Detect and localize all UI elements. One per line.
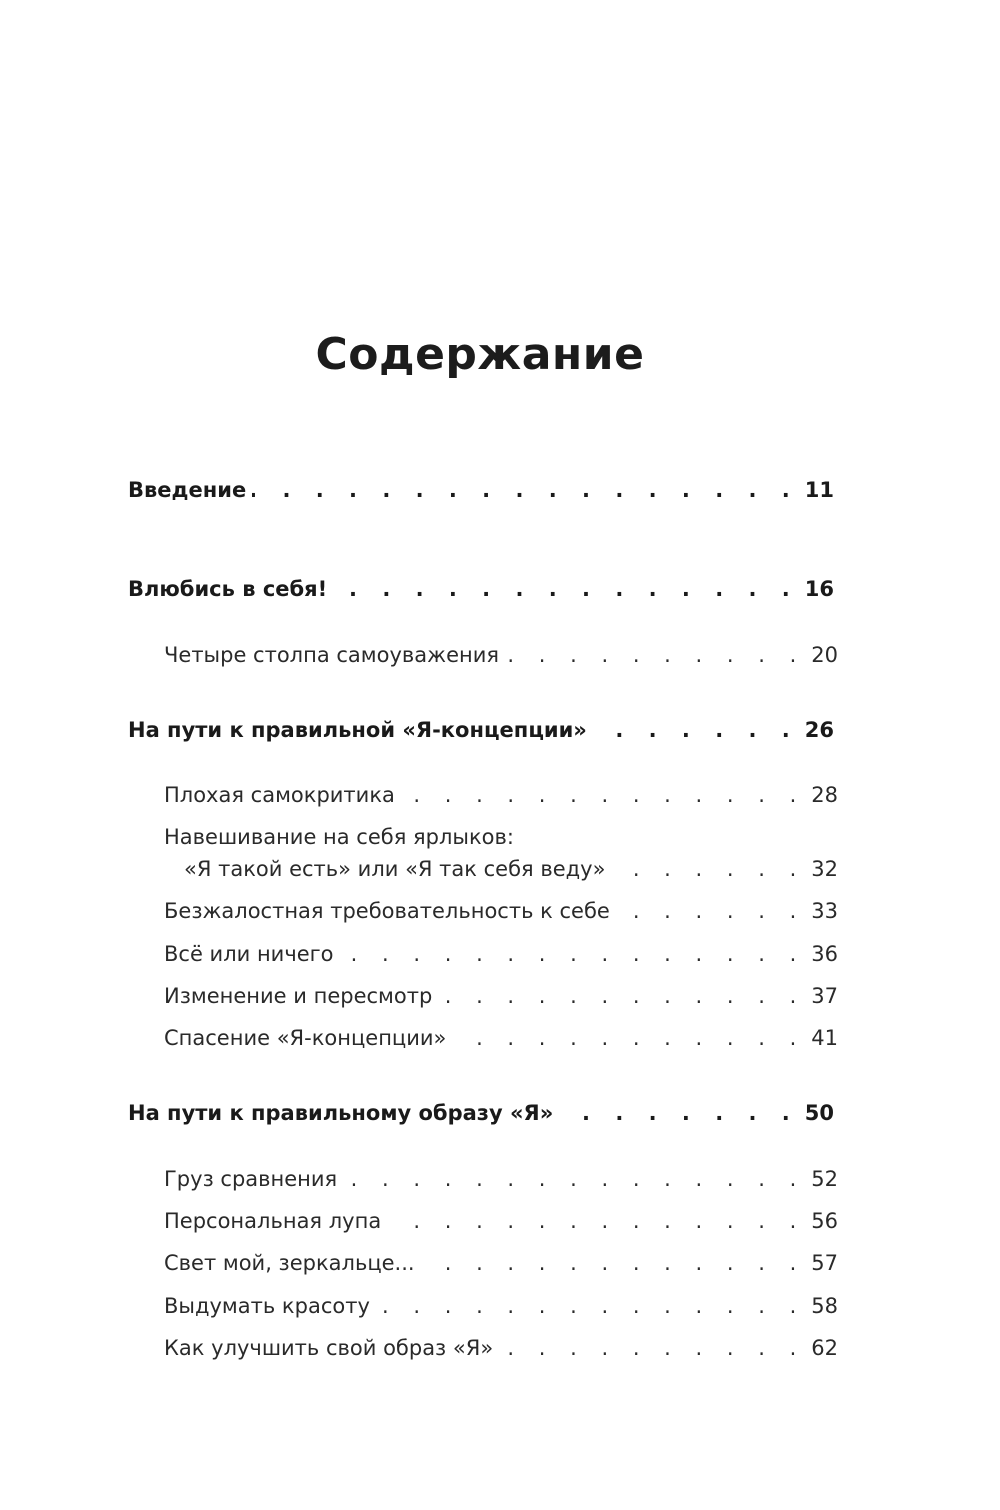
toc-entry-title-line1[interactable]: Навешивание на себя ярлыков: — [164, 825, 514, 849]
toc-page-number: 50 — [804, 1101, 834, 1125]
toc-entry-section[interactable] — [164, 942, 838, 966]
toc-entry-title: Введение — [128, 478, 247, 502]
toc-entry-title: Как улучшить свой образ «Я» — [164, 1336, 494, 1360]
toc-page-number: 32 — [811, 857, 838, 881]
toc-page-number: 56 — [811, 1209, 838, 1233]
toc-entry-section[interactable] — [164, 899, 838, 923]
page-title: Содержание — [315, 329, 645, 381]
dot-leader — [252, 478, 799, 502]
toc-entry-title: Выдумать красоту — [164, 1294, 370, 1318]
dot-leader — [505, 643, 805, 667]
toc-entry-section[interactable] — [164, 1336, 838, 1360]
toc-entry-title: Персональная лупа — [164, 1209, 382, 1233]
toc-entry-chapter[interactable] — [128, 1101, 834, 1125]
toc-page-number: 36 — [811, 942, 838, 966]
dot-leader — [593, 718, 799, 742]
toc-entry-section[interactable] — [164, 984, 838, 1008]
dot-leader — [376, 1294, 805, 1318]
toc-entry-title: Изменение и пересмотр — [164, 984, 433, 1008]
dot-leader — [452, 1026, 805, 1050]
toc-page-number: 57 — [811, 1251, 838, 1275]
toc-entry-title: Свет мой, зеркальце... — [164, 1251, 415, 1275]
toc-page-number: 37 — [811, 984, 838, 1008]
toc-entry-title: На пути к правильной «Я-концепции» — [128, 718, 587, 742]
toc-entry-title: На пути к правильному образу «Я» — [128, 1101, 554, 1125]
toc-entry-title: Четыре столпа самоуважения — [164, 643, 500, 667]
toc-entry-section[interactable] — [184, 857, 838, 881]
dot-leader — [401, 783, 805, 807]
toc-page-number: 58 — [811, 1294, 838, 1318]
toc-page-number: 52 — [811, 1167, 838, 1191]
toc-entry-title: Плохая самокритика — [164, 783, 395, 807]
dot-leader — [340, 942, 806, 966]
toc-page-number: 26 — [804, 718, 834, 742]
toc-page-number: 11 — [804, 478, 834, 502]
dot-leader — [421, 1251, 806, 1275]
toc-entry-title-line2: «Я такой есть» или «Я так себя веду» — [184, 857, 606, 881]
toc-entry-section[interactable] — [164, 1167, 838, 1191]
toc-entry-section[interactable] — [164, 1251, 838, 1275]
toc-page-number: 62 — [811, 1336, 838, 1360]
toc-page-number: 28 — [811, 783, 838, 807]
toc-page-number: 20 — [811, 643, 838, 667]
toc-entry-title: Груз сравнения — [164, 1167, 338, 1191]
toc-entry-chapter[interactable] — [128, 718, 834, 742]
toc-entry-section[interactable] — [164, 1026, 838, 1050]
toc-entry-section[interactable] — [164, 643, 838, 667]
dot-leader — [387, 1209, 805, 1233]
toc-entry-title: Всё или ничего — [164, 942, 334, 966]
dot-leader — [333, 577, 799, 601]
toc-page-number: 33 — [811, 899, 838, 923]
dot-leader — [343, 1167, 805, 1191]
dot-leader — [616, 899, 805, 923]
dot-leader — [438, 984, 805, 1008]
toc-entry-section[interactable] — [164, 1294, 838, 1318]
dot-leader — [611, 857, 805, 881]
toc-entry-chapter[interactable] — [128, 478, 834, 502]
dot-leader — [499, 1336, 805, 1360]
toc-page-number: 41 — [811, 1026, 838, 1050]
toc-page-number: 16 — [804, 577, 834, 601]
toc-entry-section[interactable] — [164, 1209, 838, 1233]
toc-entry-chapter[interactable] — [128, 577, 834, 601]
toc-entry-title: Влюбись в себя! — [128, 577, 328, 601]
toc-entry-title: Безжалостная требовательность к себе — [164, 899, 610, 923]
toc-entry-title: Спасение «Я-концепции» — [164, 1026, 447, 1050]
dot-leader — [559, 1101, 798, 1125]
toc-entry-section[interactable] — [164, 783, 838, 807]
